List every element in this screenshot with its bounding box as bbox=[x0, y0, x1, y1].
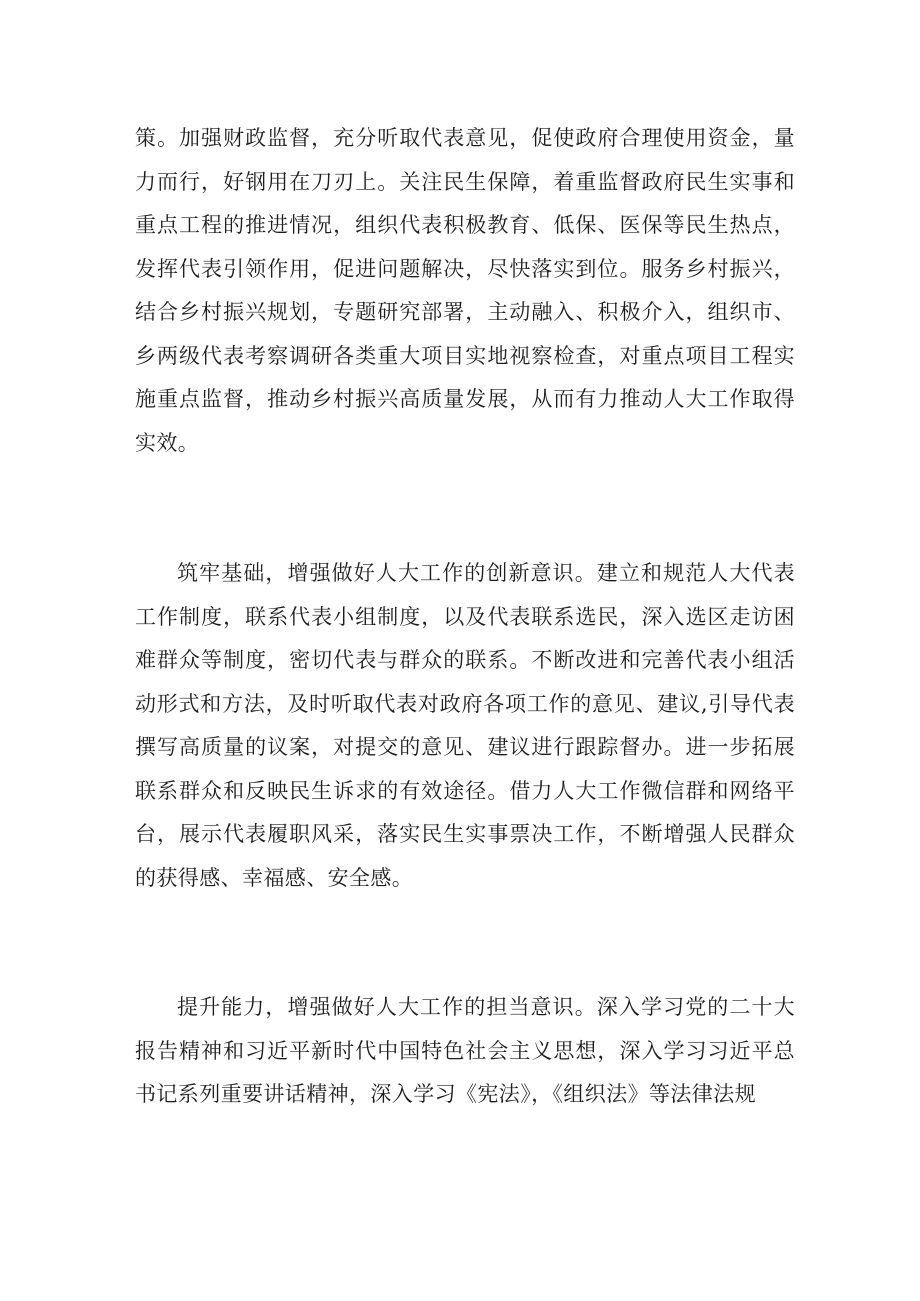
paragraph-innovation: 筑牢基础，增强做好人大工作的创新意识。建立和规范人大代表工作制度，联系代表小组制度，以及代表联系选民，深入选区走访困难群众等制度，密切代表与群众的联系。不断改进和完善代表小组活动形式和方法，及时听取代表对政府各项工作的意见、建议,引导代表撰写高质量的议案，对提交的意见、建议进行跟踪督办。进一步拓展联系群众和反映民生诉求的有效途径。借力人大工作微信群和网络平台，展示代表履职风采，落实民生实事票决工作，不断增强人民群众的获得感、幸福感、安全感。 bbox=[135, 561, 795, 890]
paragraph-responsibility: 提升能力，增强做好人大工作的担当意识。深入学习党的二十大报告精神和习近平新时代中国特色社会主义思想，深入学习习近平总书记系列重要讲话精神，深入学习《宪法》，《组织法》等法律法规 bbox=[135, 995, 795, 1106]
paragraph-continued: 策。加强财政监督，充分听取代表意见，促使政府合理使用资金，量力而行，好钢用在刀刃上。关注民生保障，着重监督政府民生实事和重点工程的推进情况，组织代表积极教育、低保、医保等民生热点，发挥代表引领作用，促进问题解决，尽快落实到位。服务乡村振兴，结合乡村振兴规划，专题研究部署，主动融入、积极介入，组织市、乡两级代表考察调研各类重大项目实地视察检查，对重点项目工程实施重点监督，推动乡村振兴高质量发展，从而有力推动人大工作取得实效。 bbox=[135, 126, 795, 455]
